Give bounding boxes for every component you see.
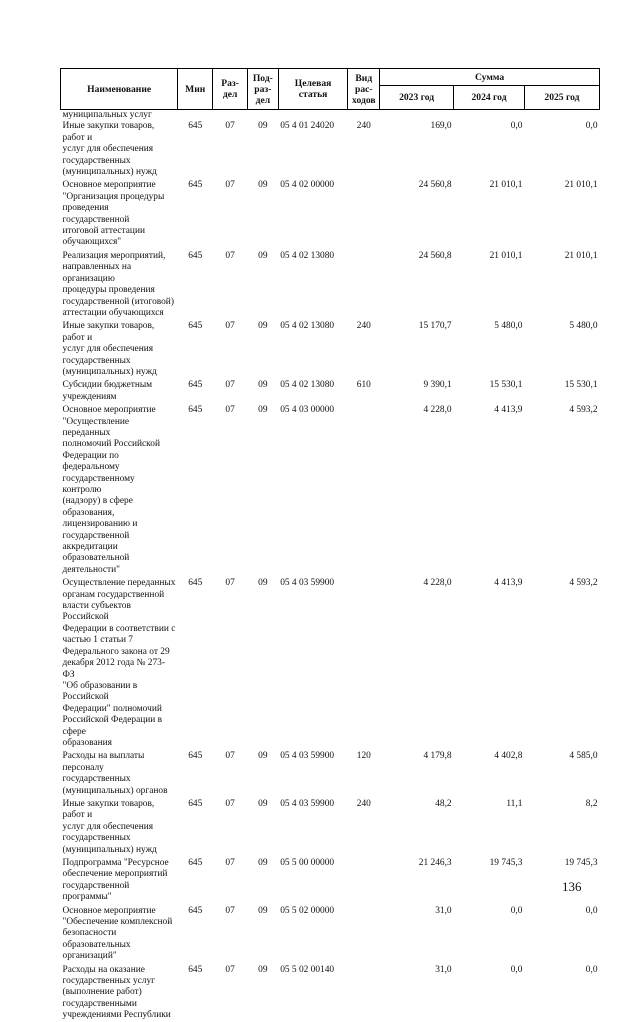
cell-target [278,110,348,122]
cell-vid: 120 [356,751,371,762]
cell-vid: 240 [356,321,371,332]
cell-name: Подпрограмма "Ресурсное обеспечение мероприятий государственной программы" [62,858,169,903]
table-row [61,380,600,405]
budget-table [60,68,600,1022]
cell-min: 645 [188,578,203,589]
cell-min: 645 [188,798,203,809]
table-row [61,180,600,250]
cell-razdel: 07 [225,964,235,975]
cell-target: 05 4 03 59900 [280,751,335,762]
table-row [61,251,600,321]
cell-name: Расходы на выплаты персоналу государственных (муниципальных) органов [62,751,168,796]
cell-podrazdel: 09 [258,578,268,589]
table-row [61,858,600,906]
cell-y2023: 31,0 [435,964,452,975]
table-body [61,110,600,1022]
cell-y2025: 0,0 [585,905,598,916]
cell-name: Субсидии бюджетным учреждениям [62,380,153,402]
cell-vid [348,251,380,321]
cell-min: 645 [188,321,203,332]
cell-y2023: 24 560,8 [418,250,452,261]
cell-target: 05 5 00 00000 [280,858,335,868]
cell-y2024 [454,110,525,122]
cell-min: 645 [188,905,203,916]
cell-target: 05 4 03 59900 [280,578,335,589]
cell-min: 645 [188,405,203,416]
cell-y2023: 48,2 [435,798,452,809]
cell-razdel: 07 [225,751,235,762]
cell-razdel: 07 [225,180,235,191]
cell-razdel: 07 [225,380,235,391]
cell-name: Осуществление переданных органам государственной власти субъектов Российской Федерации в соответствии с частью 1 статьи 7 Федерального закона от 29 декабря 2012 года № 273-ФЗ "Об образовании в Российской Федерации" полномочий Российской Федерации в сфере образования [62,578,176,748]
cell-podrazdel: 09 [258,250,268,261]
cell-y2023: 4 228,0 [423,578,452,589]
cell-podrazdel: 09 [258,121,268,132]
table-row [61,965,600,1022]
cell-podrazdel: 09 [258,905,268,916]
table-row [61,578,600,751]
table-header [61,69,600,110]
header-name: Наименование [61,69,178,110]
header-vid: Вид рас- ходов [348,69,380,110]
cell-target: 05 5 02 00000 [280,905,335,916]
cell-razdel: 07 [225,798,235,809]
cell-y2024: 0,0 [510,905,523,916]
cell-min: 645 [188,380,203,391]
cell-target: 05 4 02 00000 [280,180,335,191]
table-row [61,121,600,180]
cell-vid [348,110,380,122]
page-number: 136 [562,879,582,894]
cell-target: 05 4 02 13080 [280,321,335,332]
cell-vid [348,965,380,1022]
cell-vid: 240 [356,121,371,132]
cell-y2024: 15 530,1 [489,380,523,391]
cell-y2023 [380,110,454,122]
cell-podrazdel: 09 [258,858,268,868]
table-row [61,321,600,380]
cell-y2024: 19 745,3 [489,858,523,868]
header-sum: Сумма [380,69,600,86]
cell-y2024: 5 480,0 [494,321,523,332]
cell-podrazdel: 09 [258,964,268,975]
header-razdel: Раз- дел [213,69,248,110]
cell-y2024: 0,0 [510,964,523,975]
cell-name: Основное мероприятие "Осуществление переданных полномочий Российской Федерации по федеральному государственному контролю (надзору) в сфере образования, лицензированию и государственной аккредитации образовательной деятельности" [62,405,160,575]
cell-name: муниципальных услуг [62,110,152,120]
header-podrazdel: Под- раз- дел [248,69,279,110]
cell-name: Иные закупки товаров, работ и услуг для обеспечения государственных (муниципальных) нужд [62,321,157,377]
cell-y2023: 4 179,8 [423,751,452,762]
cell-y2023: 24 560,8 [418,180,452,191]
cell-podrazdel: 09 [258,751,268,762]
cell-podrazdel: 09 [258,321,268,332]
cell-target: 05 5 02 00140 [280,964,335,975]
cell-name: Основное мероприятие "Организация процедуры проведения государственной итоговой аттестации обучающихся" [62,180,165,248]
cell-name: Иные закупки товаров, работ и услуг для обеспечения государственных (муниципальных) нужд [62,121,157,178]
cell-y2025: 8,2 [585,798,598,809]
cell-name: Основное мероприятие "Обеспечение комплексной безопасности образовательных организаций" [62,905,173,962]
cell-y2024: 21 010,1 [489,250,523,261]
cell-y2023: 9 390,1 [423,380,452,391]
cell-razdel [213,110,248,122]
cell-podrazdel: 09 [258,798,268,809]
cell-vid [348,906,380,965]
header-min: Мин [178,69,213,110]
table-row [61,906,600,965]
cell-vid: 240 [356,798,371,809]
cell-y2023: 15 170,7 [418,321,452,332]
cell-y2024: 11,1 [506,798,523,809]
cell-y2024: 0,0 [510,121,523,132]
cell-vid: 610 [356,380,371,391]
cell-vid [348,578,380,751]
cell-min [178,110,213,122]
table-row [61,405,600,578]
cell-razdel: 07 [225,578,235,589]
cell-y2025: 4 593,2 [569,405,598,416]
cell-min: 645 [188,121,203,132]
cell-target: 05 4 01 24020 [280,121,335,132]
cell-razdel: 07 [225,121,235,132]
cell-podrazdel: 09 [258,380,268,391]
cell-vid [348,858,380,906]
table-row [61,799,600,858]
cell-y2025: 21 010,1 [564,250,598,261]
cell-y2025 [524,110,599,122]
cell-y2025: 5 480,0 [569,321,598,332]
cell-y2024: 4 413,9 [494,405,523,416]
cell-razdel: 07 [225,321,235,332]
cell-podrazdel: 09 [258,405,268,416]
header-year-2023: 2023 год [380,86,454,110]
cell-y2024: 4 402,8 [494,751,523,762]
cell-podrazdel: 09 [258,180,268,191]
header-target: Целевая статья [278,69,348,110]
cell-y2023: 21 246,3 [418,858,452,868]
cell-y2025: 0,0 [585,964,598,975]
cell-y2025: 15 530,1 [564,380,598,391]
cell-y2025: 4 585,0 [569,751,598,762]
cell-min: 645 [188,180,203,191]
cell-vid [348,405,380,578]
cell-y2024: 21 010,1 [489,180,523,191]
cell-target: 05 4 03 00000 [280,405,335,416]
cell-y2025: 4 593,2 [569,578,598,589]
cell-razdel: 07 [225,250,235,261]
cell-y2024: 4 413,9 [494,578,523,589]
cell-min: 645 [188,250,203,261]
cell-name: Расходы на оказание государственных услуг (выполнение работ) государственными учреждениями Республики [62,964,171,1021]
cell-y2023: 4 228,0 [423,405,452,416]
cell-y2025: 0,0 [585,121,598,132]
cell-razdel: 07 [225,858,235,868]
table-row [61,751,600,799]
cell-razdel: 07 [225,405,235,416]
cell-vid [348,180,380,250]
cell-y2025: 21 010,1 [564,180,598,191]
cell-min: 645 [188,751,203,762]
cell-min: 645 [188,964,203,975]
cell-y2025: 19 745,3 [564,858,598,868]
cell-y2023: 31,0 [435,905,452,916]
cell-target: 05 4 02 13080 [280,380,335,391]
cell-podrazdel [248,110,279,122]
cell-y2023: 169,0 [430,121,452,132]
cell-name: Иные закупки товаров, работ и услуг для обеспечения государственных (муниципальных) нужд [62,798,157,855]
cell-target: 05 4 03 59900 [280,798,335,809]
cell-razdel: 07 [225,905,235,916]
table-row [61,110,600,122]
cell-min: 645 [188,858,203,868]
header-year-2025: 2025 год [524,86,599,110]
header-year-2024: 2024 год [454,86,525,110]
cell-name: Реализация мероприятий, направленных на организацию процедуры проведения государственной (итоговой) аттестации обучающихся [62,250,174,318]
cell-target: 05 4 02 13080 [280,250,335,261]
